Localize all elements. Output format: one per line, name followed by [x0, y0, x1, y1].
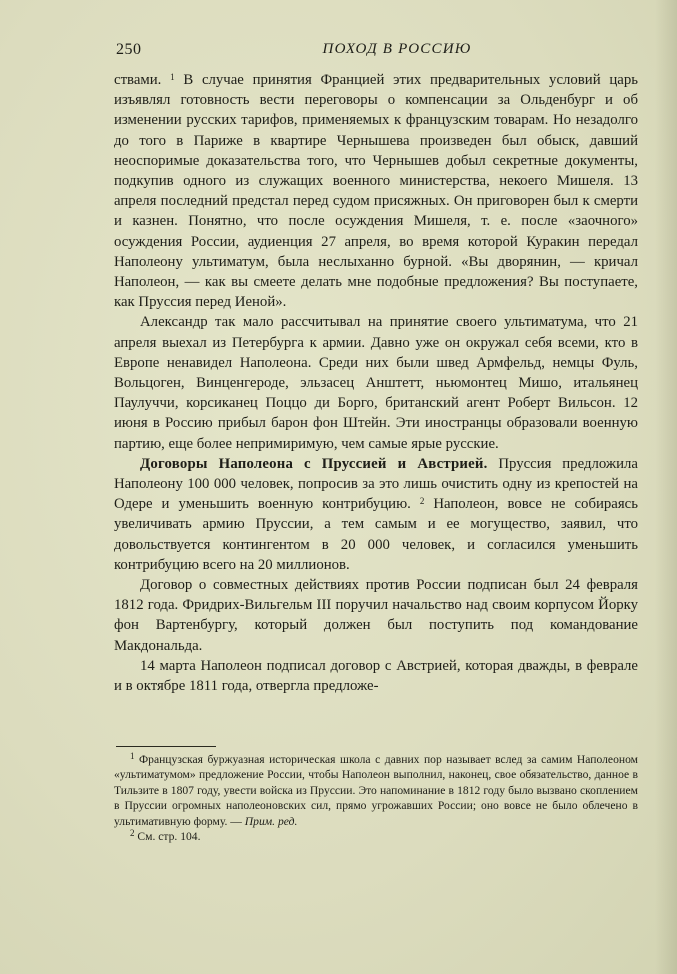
section-heading: Договоры Наполеона с Пруссией и Австрией. — [140, 455, 488, 472]
footnote-divider — [116, 746, 216, 747]
page-header — [116, 41, 638, 65]
footnotes — [114, 752, 638, 844]
footnote-1: $^1$ Французская буржуазная историческая школа с давних пор называет вслед за самим Наполеоном «ультиматумом» предложение России, чтобы Наполеон выполнил, наконец, свое обязательство, данное в Тильзите в 1807 году, увести войска из Пруссии. Это напоминание в 1812 году было вызвано скоплением в Пруссии огромных наполеоновских сил, прямо угрожавших России; оно вовсе не было облечено в ультимативную форму. — Прим. ред. — [114, 751, 638, 828]
paragraph-2: Александр так мало рассчитывал на принятие своего ультиматума, что 21 апреля выехал из Петербурга к армии. Давно уже он окружал себя всеми, кто в Европе ненавидел Наполеона. Среди них были швед Армфельд, немцы Фуль, Вольцоген, Винценгероде, эльзасец Анштетт, ньюмонтец Мишо, итальянец Паулуччи, корсиканец Поццо ди Борго, британский агент Роберт Вильсон. 12 июня в Россию прибыл барон фон Штейн. Эти иностранцы образовали военную партию, еще более непримиримую, чем самые ярые русские. — [114, 314, 638, 452]
editor-note: Прим. ред. — [244, 814, 298, 828]
footnote-2: $^2$ См. стр. 104. — [130, 828, 201, 844]
paragraph-5: 14 марта Наполеон подписал договор с Австрией, которая дважды, в феврале и в октябре 1811 года, отвергла предложе- — [114, 657, 638, 695]
paragraph-3: Договоры Наполеона с Пруссией и Австрией. Пруссия предложила Наполеону 100 000 человек, попросив за это лишь очистить одну из крепостей на Одере и уменьшить военную контрибуцию. $^2$ Наполеон, вовсе не собираясь увеличивать армию Пруссии, а тем самым и ее могущество, заявил, что довольствуется контингентом в 20 000 человек, и согласился уменьшить контрибуцию всего на 20 миллионов. — [114, 455, 638, 573]
footnote-ref-2: 2 — [419, 496, 425, 507]
main-text — [114, 70, 638, 696]
paragraph-1: ствами. $^1$ В случае принятия Францией этих предварительных условий царь изъявлял готовность вести переговоры о компенсации за Ольденбург и об изменении русских тарифов, применяемых к французским товарам. Но незадолго до того в Париже в квартире Чернышева произведен был обыск, давший неоспоримые доказательства того, что Чернышев добыл секретные документы, подкупив одного из служащих военного министерства, некоего Мишеля. 13 апреля последний предстал перед судом присяжных. Он приговорен был к смерти и казнен. Понятно, что после осуждения Мишеля, т. е. после «заочного» осуждения России, аудиенция 27 апреля, во время которой Куракин передал Наполеону ультиматум, была неслыханно бурной. «Вы дворянин, — кричал Наполеон, — как вы смеете делать мне подобные предложения? Вы поступаете, как Пруссия перед Иеной». — [114, 72, 638, 311]
page-number: 250 — [116, 41, 142, 58]
paragraph-4: Договор о совместных действиях против России подписан был 24 февраля 1812 года. Фридрих-Вильгельм III поручил начальство над своим корпусом Йорку фон Вартенбургу, который должен был поступить под командование Макдональда. — [114, 577, 638, 654]
footnote-ref-1: 1 — [170, 72, 175, 82]
page-edge-shadow — [655, 0, 677, 974]
running-title: ПОХОД В РОССИЮ — [322, 41, 472, 57]
